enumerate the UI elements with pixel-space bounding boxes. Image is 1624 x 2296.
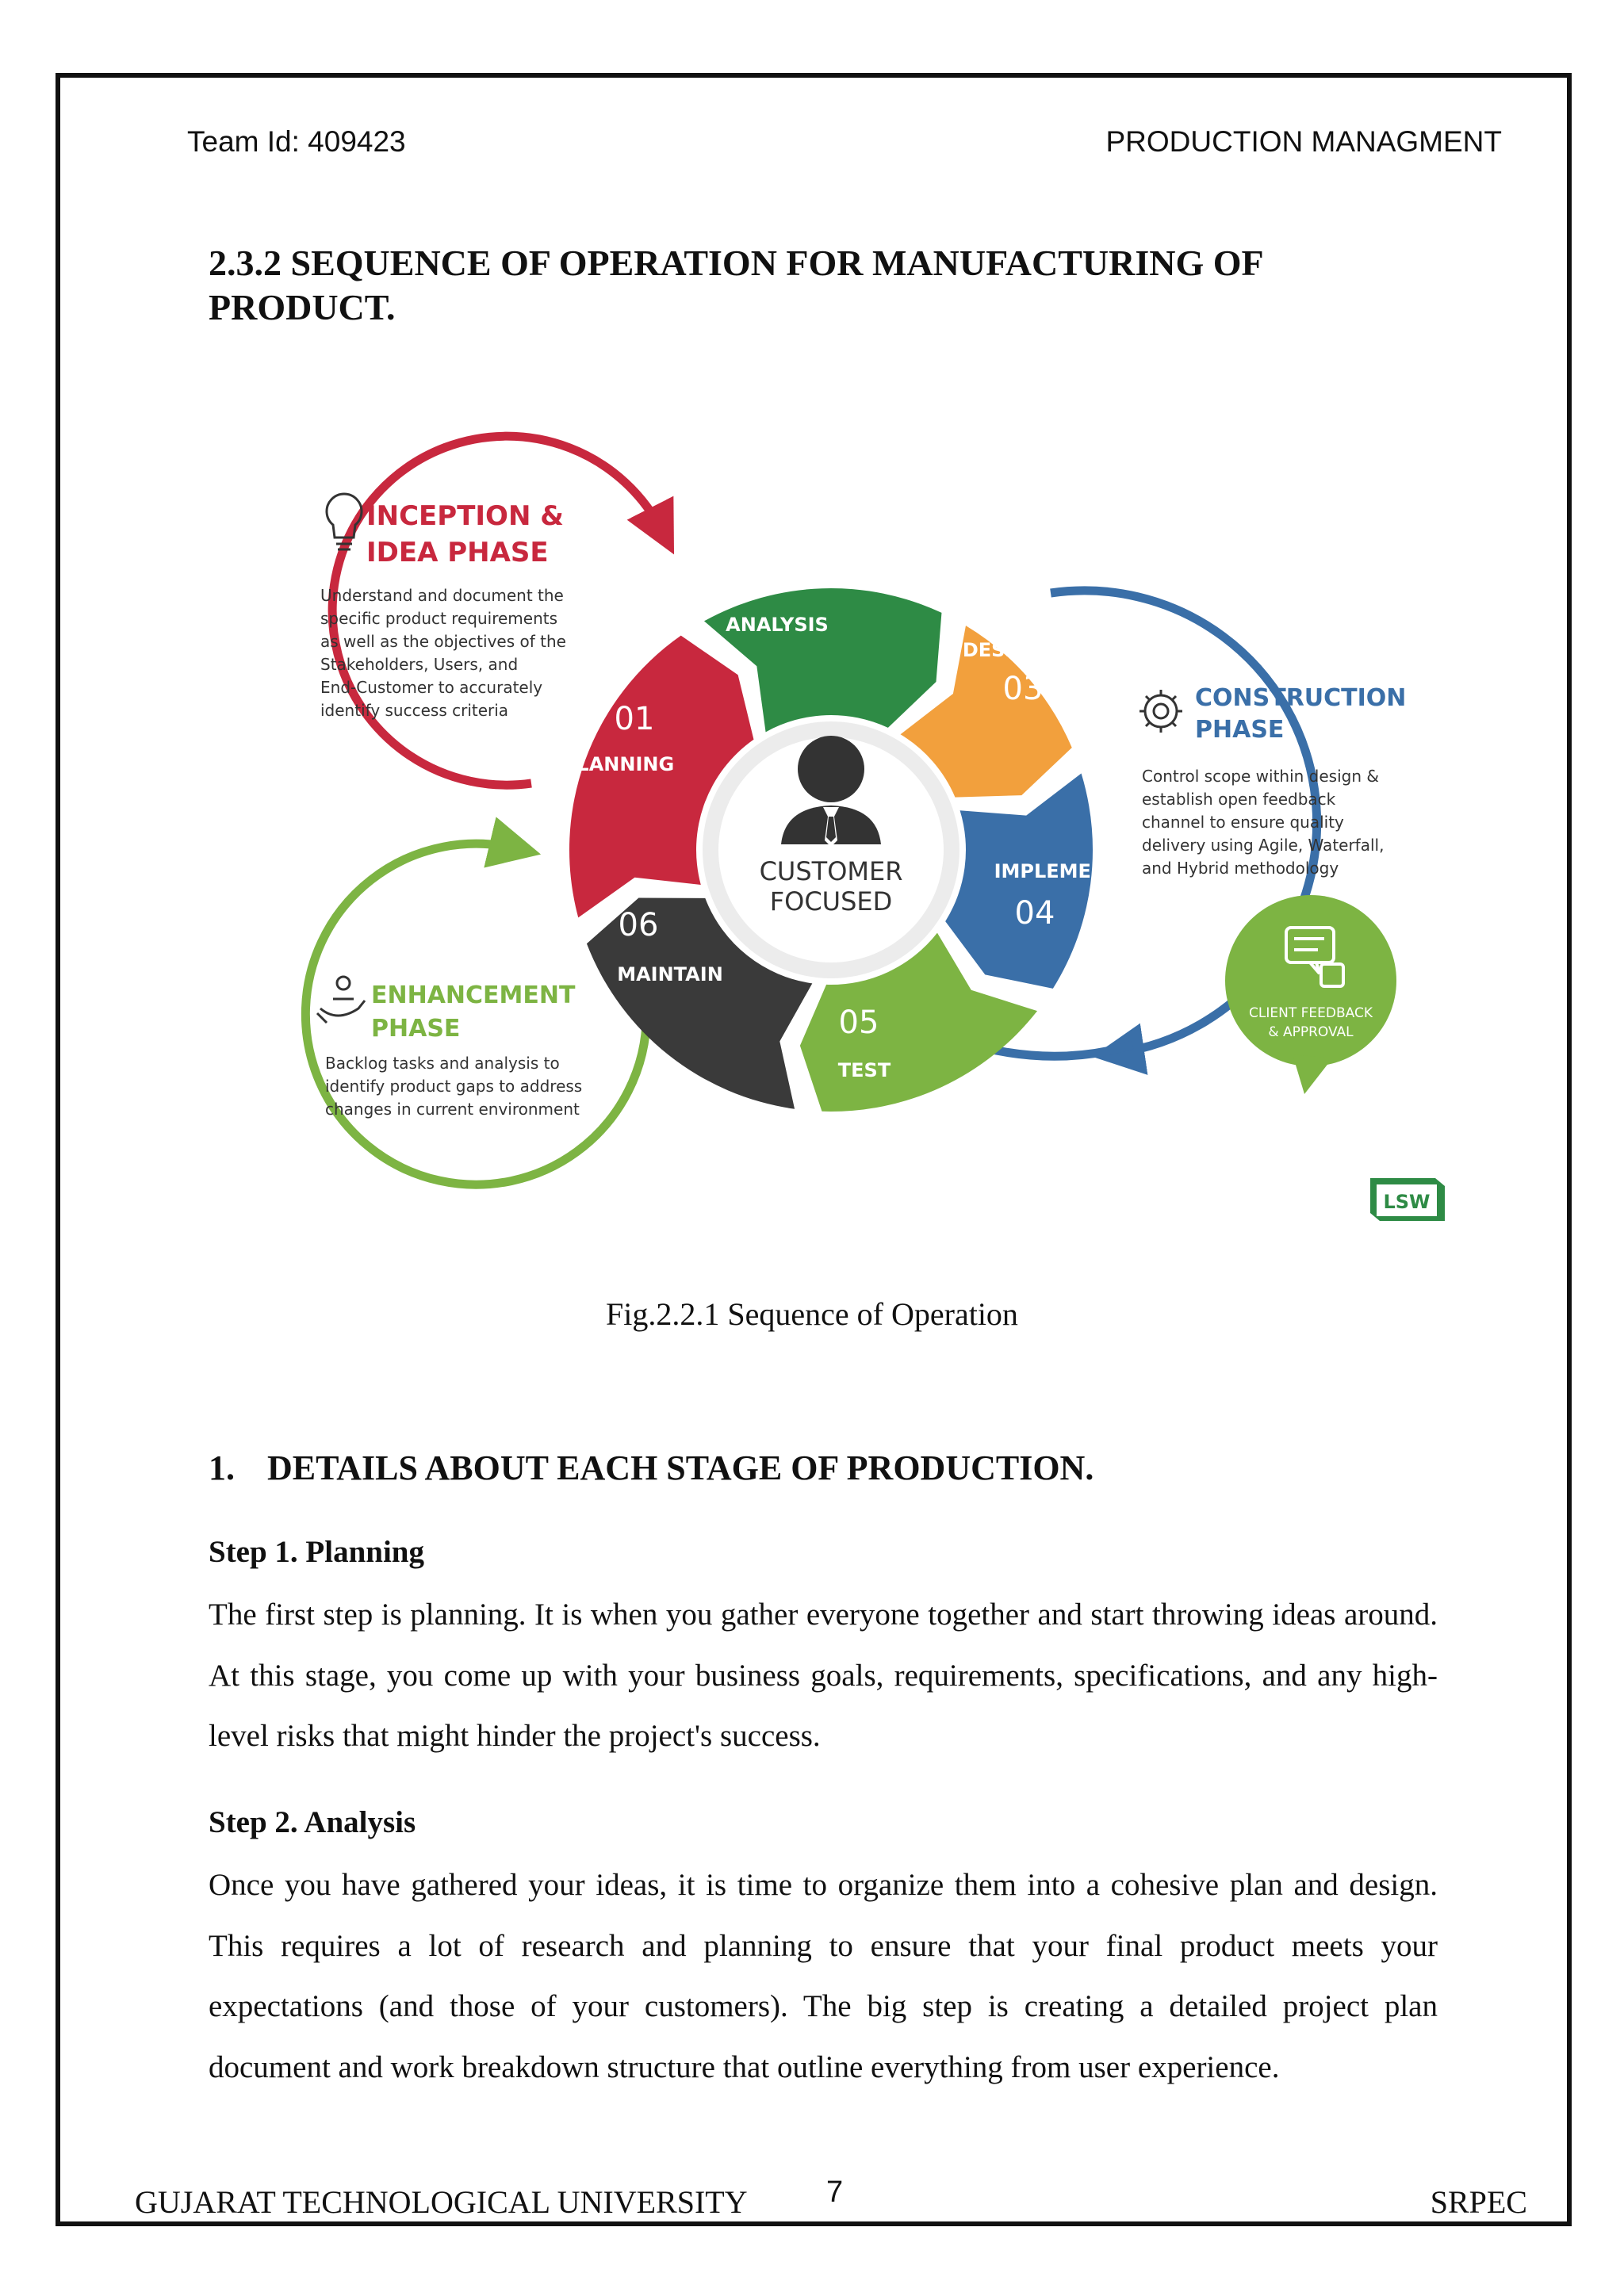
step-2-title: Step 2. Analysis [209,1805,416,1839]
construction-desc-3: channel to ensure quality [1142,813,1344,832]
footer-university: GUJARAT TECHNOLOGICAL UNIVERSITY [135,2184,748,2220]
hand-person-icon [317,977,365,1023]
inception-desc-6: identify success criteria [320,701,509,720]
enhancement-title-line1: ENHANCEMENT [371,982,576,1009]
segment-name-01: PLANNING [562,753,675,775]
center-label-line1: CUSTOMER [759,856,903,886]
inception-desc-5: End-Customer to accurately [320,678,543,697]
segment-number-01: 01 [614,701,655,737]
inception-title-line2: IDEA PHASE [366,537,549,568]
gear-icon [1139,690,1182,733]
lsw-logo [1370,1178,1445,1221]
enhancement-desc-2: identify product gaps to address [325,1077,583,1096]
construction-desc-4: delivery using Agile, Waterfall, [1142,836,1385,855]
inception-desc-3: as well as the objectives of the [320,632,566,651]
feedback-line2: & APPROVAL [1268,1024,1354,1040]
enhancement-title-line2: PHASE [371,1015,461,1043]
details-heading-number: 1. [209,1448,235,1487]
segment-name-04: IMPLEMENT [994,860,1120,882]
segment-number-06: 06 [618,907,659,943]
figure-caption: Fig.2.2.1 Sequence of Operation [606,1296,1018,1332]
construction-desc-5: and Hybrid methodology [1142,859,1339,878]
construction-desc-1: Control scope within design & [1142,767,1379,786]
segment-number-05: 05 [838,1004,879,1041]
footer-college: SRPEC [1430,2184,1527,2220]
inception-desc-1: Understand and document the [320,586,564,605]
feedback-line1: CLIENT FEEDBACK [1249,1005,1373,1021]
segment-number-02: 02 [784,553,825,589]
team-id: Team Id: 409423 [187,125,406,158]
inception-desc-2: specific product requirements [320,609,558,628]
segment-number-04: 04 [1014,895,1055,932]
sequence-diagram [238,388,1475,1245]
lsw-logo-text: LSW [1383,1191,1431,1213]
construction-desc-2: establish open feedback [1142,790,1336,809]
segment-name-05: TEST [837,1059,891,1081]
details-heading-text: DETAILS ABOUT EACH STAGE OF PRODUCTION. [267,1448,1094,1487]
enhancement-desc-1: Backlog tasks and analysis to [325,1054,560,1073]
segment-name-03: DESIGN [962,639,1044,661]
step-2-text: Once you have gathered your ideas, it is time to organize them into a cohesive plan and design. This requires a lot of research and planning to ensure that your final product meets your expectations (and those of your customers). The big step is creating a detailed project plan document and work breakdown structure that outline everything from user experience. [209,1868,1438,2084]
page-number: 7 [826,2175,844,2209]
section-title: 2.3.2 SEQUENCE OF OPERATION FOR MANUFACTURING OF PRODUCT. [209,243,1262,327]
segment-number-03: 03 [1002,671,1044,707]
construction-title-line2: PHASE [1195,716,1285,744]
enhancement-desc-3: changes in current environment [325,1100,580,1119]
client-feedback-bubble [1225,895,1396,1094]
segment-name-02: ANALYSIS [726,614,829,636]
center-label-line2: FOCUSED [769,886,893,916]
header-subject: PRODUCTION MANAGMENT [1105,125,1502,158]
construction-title-line1: CONSTRUCTION [1195,684,1407,712]
details-heading [209,1448,1094,1488]
step-1-title: Step 1. Planning [209,1535,424,1569]
inception-title-line1: INCEPTION & [366,500,564,532]
inception-desc-4: Stakeholders, Users, and [320,655,519,674]
segment-name-06: MAINTAIN [617,963,723,985]
step-1-text: The first step is planning. It is when you gather everyone together and start throwing ideas around. At this stage, you come up with your business goals, requirements, specifications, and any high-level risks that might hinder the project's success. [209,1598,1438,1753]
